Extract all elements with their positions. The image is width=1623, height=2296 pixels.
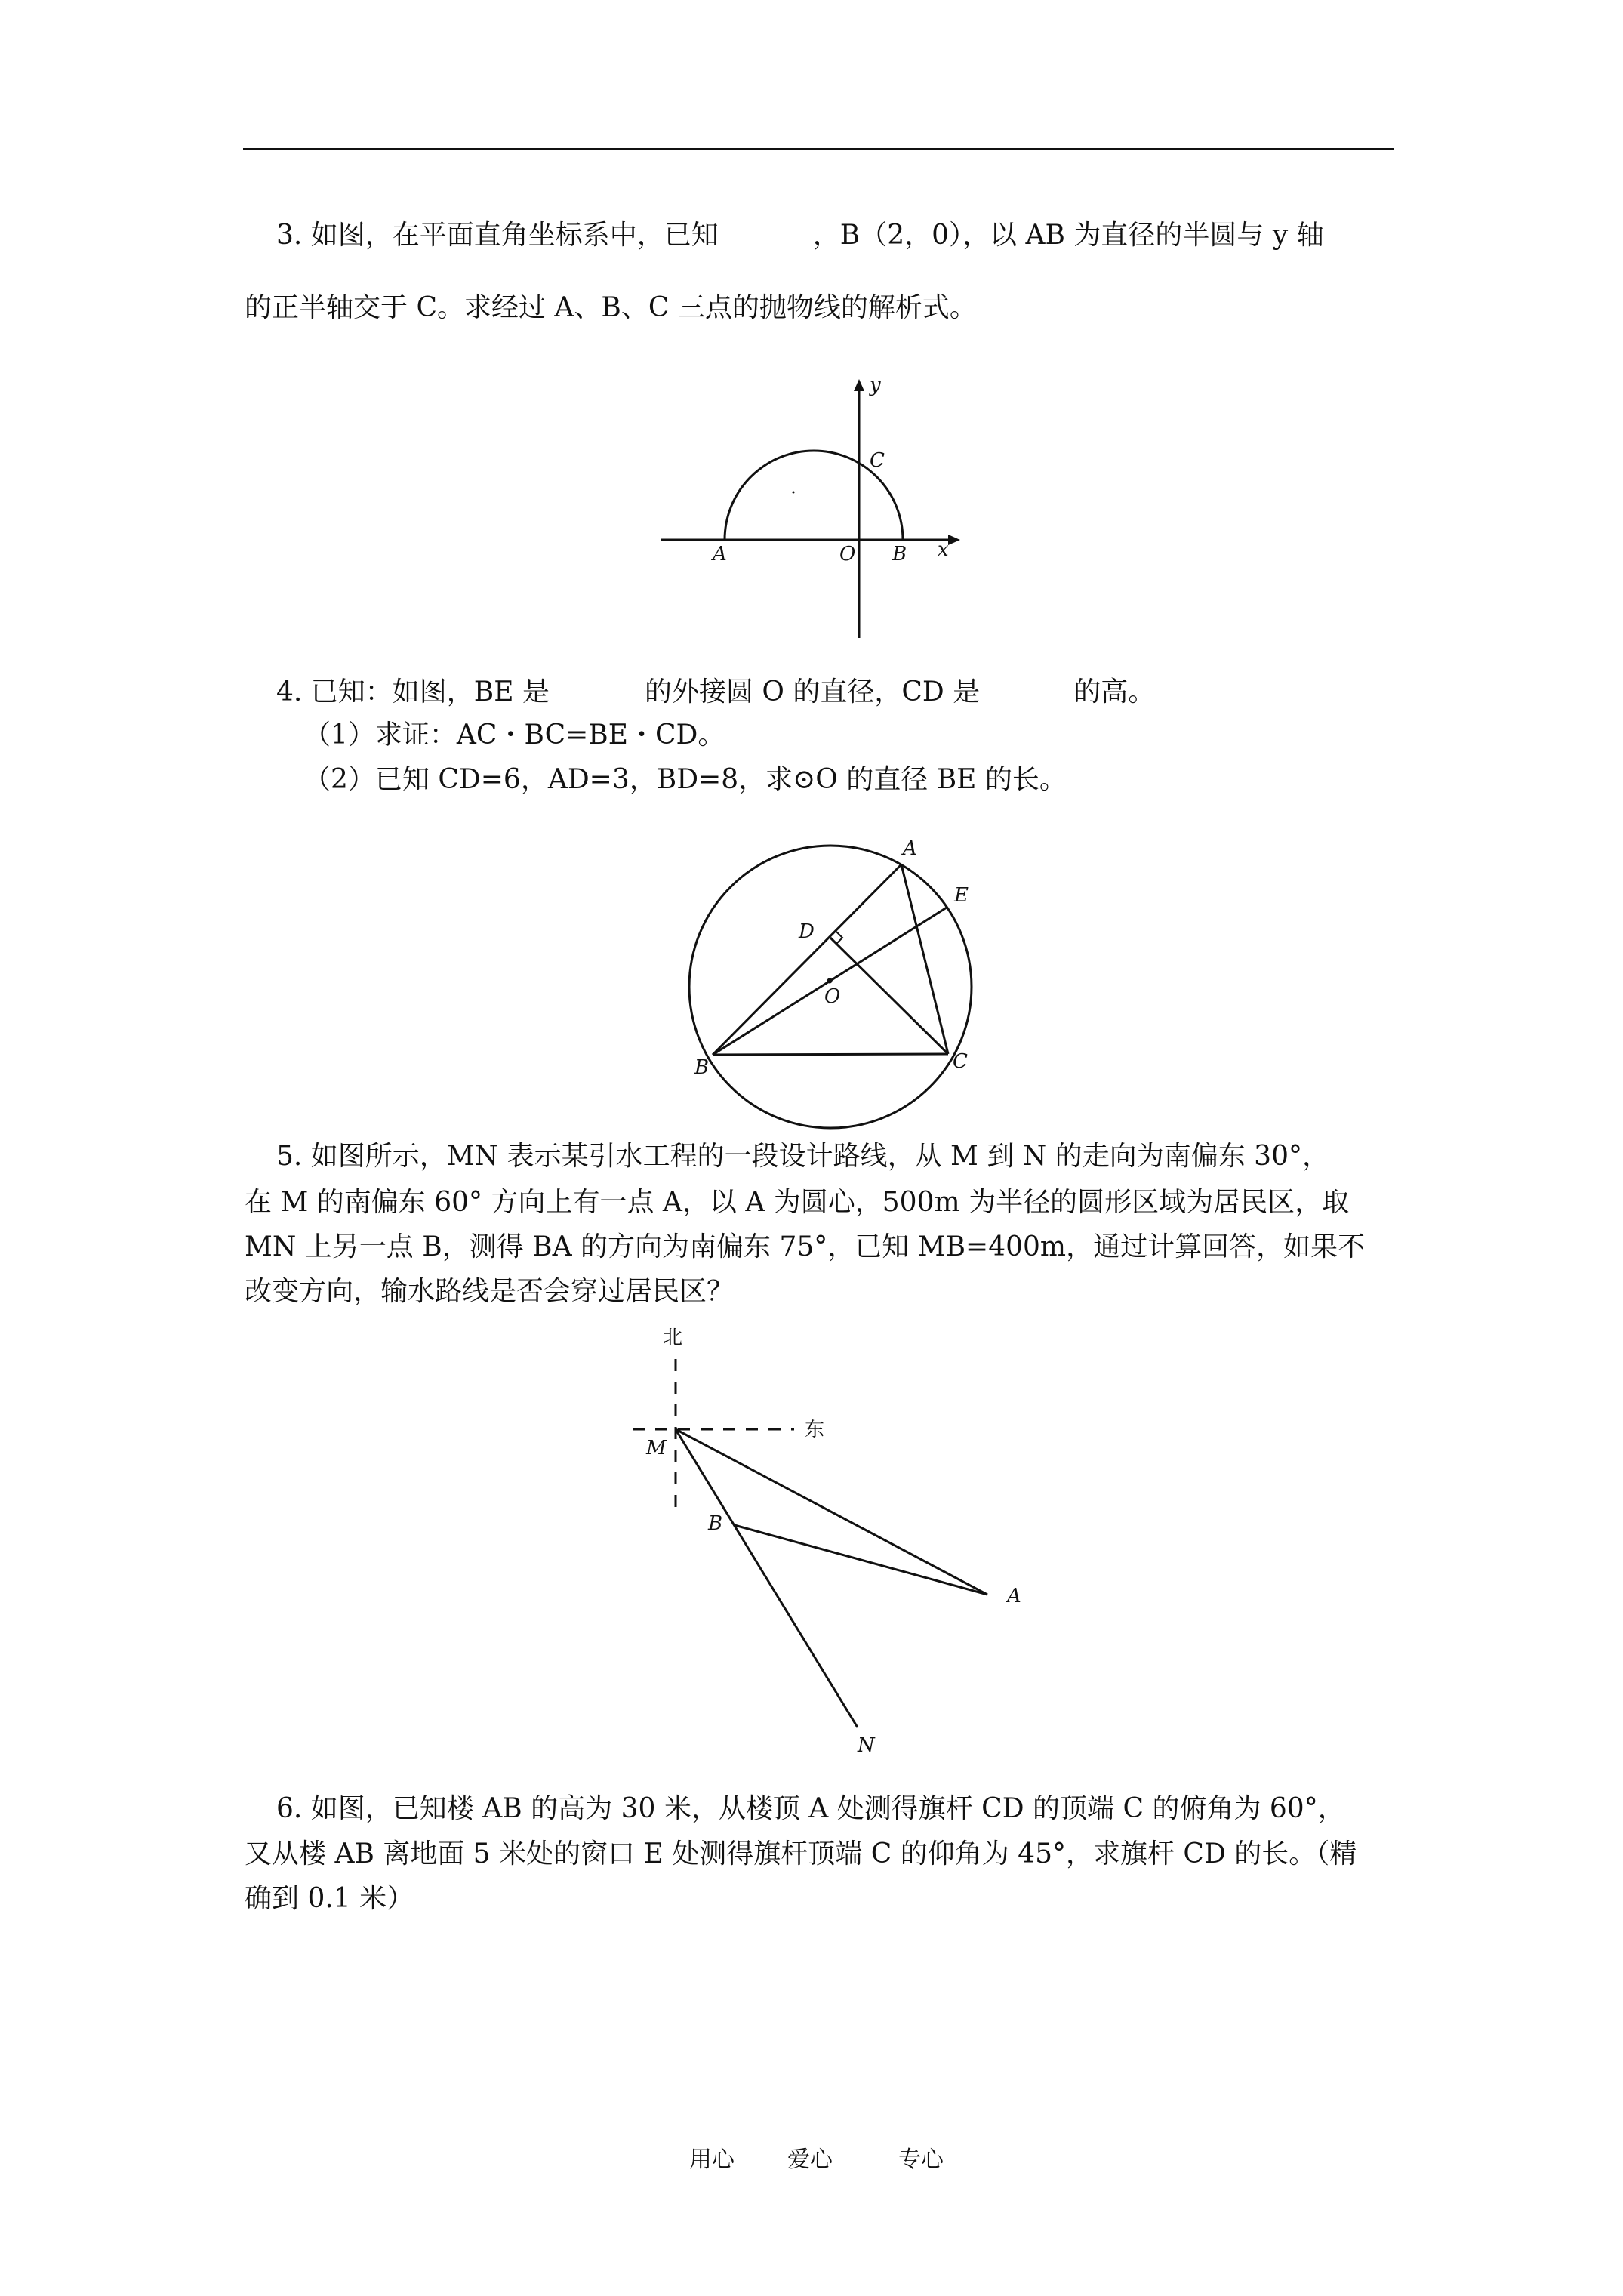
q4-line-1-part-c: 的高。 <box>1073 676 1156 707</box>
footer-word-2: 爱心 <box>787 2147 833 2173</box>
label-north: 北 <box>663 1327 683 1349</box>
q6-line-2: 又从楼 AB 离地面 5 米处的窗口 E 处测得旗杆顶端 C 的仰角为 45°，求旗杆 CD 的长。（精 <box>245 1838 1357 1869</box>
label-east: 东 <box>805 1419 825 1441</box>
side-bc <box>713 1054 948 1055</box>
q5-line-2: 在 M 的南偏东 60° 方向上有一点 A，以 A 为圆心，500m 为半径的圆形区域为居民区，取 <box>245 1187 1350 1218</box>
q5-line-4: 改变方向，输水路线是否会穿过居民区？ <box>245 1276 735 1307</box>
label-a: A <box>903 837 917 860</box>
q3-line-1-part-a: 3. 如图，在平面直角坐标系中，已知 <box>276 220 719 251</box>
footer-word-1: 用心 <box>689 2147 735 2173</box>
label-x: x <box>938 538 949 561</box>
q3-line-1-part-b: ，B（2，0），以 AB 为直径的半圆与 y 轴 <box>812 220 1324 251</box>
label-o: O <box>839 543 856 566</box>
label-c: C <box>953 1050 968 1073</box>
side-ab <box>713 864 901 1055</box>
q3-line-1 <box>276 220 1324 251</box>
label-b: B <box>694 1056 710 1079</box>
center-point <box>827 978 833 984</box>
side-ac <box>901 864 948 1054</box>
right-angle-mark <box>836 932 842 944</box>
label-n: N <box>858 1734 875 1757</box>
line-mn <box>676 1429 858 1727</box>
label-y: y <box>870 374 881 396</box>
q3-semicircle-figure <box>649 370 981 649</box>
q3-line-2: 的正半轴交于 C。求经过 A、B、C 三点的抛物线的解析式。 <box>245 292 977 323</box>
altitude-cd <box>830 938 948 1054</box>
q5-direction-figure <box>619 1321 1042 1759</box>
label-e: E <box>954 884 969 907</box>
footer-word-3: 专心 <box>898 2147 944 2173</box>
label-b: B <box>892 543 907 566</box>
q4-circle-figure <box>664 823 996 1140</box>
header-rule <box>243 148 1394 150</box>
q5-line-1: 5. 如图所示，MN 表示某引水工程的一段设计路线，从 M 到 N 的走向为南偏东 30°， <box>276 1141 1329 1172</box>
q4-line-3: （2）已知 CD=6，AD=3，BD=8，求⊙O 的直径 BE 的长。 <box>303 764 1067 795</box>
q4-line-1-part-b: 的外接圆 O 的直径，CD 是 <box>644 676 981 707</box>
y-axis-arrow-icon <box>854 379 864 391</box>
label-o: O <box>824 985 841 1008</box>
q4-line-1 <box>276 677 1155 707</box>
q4-line-1-part-a: 4. 已知：如图，BE 是 <box>276 676 550 707</box>
label-m: M <box>646 1437 667 1459</box>
q5-line-3: MN 上另一点 B，测得 BA 的方向为南偏东 75°，已知 MB=400m，通过计算回答，如果不 <box>245 1231 1366 1262</box>
label-a: A <box>1007 1585 1021 1607</box>
stray-dot <box>793 492 795 494</box>
q4-line-2: （1）求证：AC・BC=BE・CD。 <box>303 720 725 750</box>
label-a: A <box>713 543 727 566</box>
q6-line-3: 确到 0.1 米） <box>245 1883 414 1914</box>
label-d: D <box>799 920 815 943</box>
line-ba <box>735 1525 987 1595</box>
label-b: B <box>708 1512 723 1535</box>
x-axis-arrow-icon <box>948 535 960 545</box>
label-c: C <box>870 449 885 472</box>
q6-line-1: 6. 如图，已知楼 AB 的高为 30 米，从楼顶 A 处测得旗杆 CD 的顶端 C 的俯角为 60°， <box>276 1793 1345 1824</box>
